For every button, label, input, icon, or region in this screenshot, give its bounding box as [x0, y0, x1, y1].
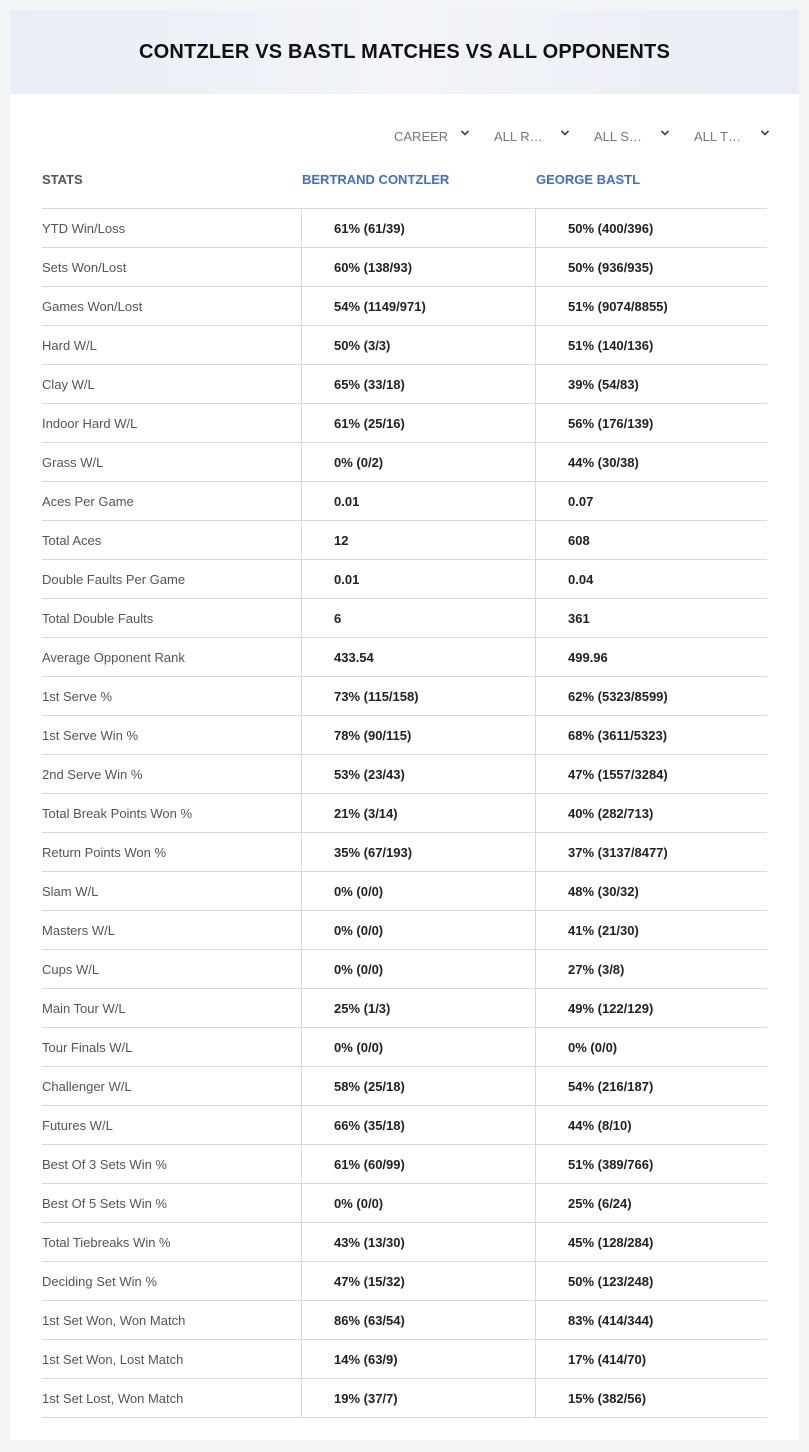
stat-label: 1st Set Won, Lost Match [42, 1351, 184, 1367]
table-row [42, 1028, 767, 1067]
player2-value: 51% (140/136) [535, 326, 767, 364]
player2-value: 51% (389/766) [535, 1145, 767, 1183]
stat-label: Indoor Hard W/L [42, 415, 138, 431]
stats-table [42, 208, 767, 1418]
player1-value: 61% (25/16) [301, 404, 534, 442]
player2-value: 54% (216/187) [535, 1067, 767, 1105]
player2-value: 40% (282/713) [535, 794, 767, 832]
table-row [42, 287, 767, 326]
player1-value: 78% (90/115) [301, 716, 534, 754]
table-row [42, 326, 767, 365]
player2-value: 361 [535, 599, 767, 637]
player1-value: 21% (3/14) [301, 794, 534, 832]
player2-value: 47% (1557/3284) [535, 755, 767, 793]
filter-rounds-select[interactable] [484, 124, 576, 148]
player1-value: 60% (138/93) [301, 248, 534, 286]
filter-label: ALL S… [594, 128, 642, 144]
stat-label: Deciding Set Win % [42, 1273, 157, 1289]
table-row [42, 794, 767, 833]
table-row [42, 404, 767, 443]
player1-value: 0% (0/0) [301, 950, 534, 988]
player1-value: 14% (63/9) [301, 1340, 534, 1378]
stat-label: Grass W/L [42, 454, 104, 470]
player2-value: 27% (3/8) [535, 950, 767, 988]
player2-value: 0.04 [535, 560, 767, 598]
stat-label: Main Tour W/L [42, 1000, 126, 1016]
stat-label: Slam W/L [42, 883, 99, 899]
player2-value: 62% (5323/8599) [535, 677, 767, 715]
table-row [42, 1184, 767, 1223]
table-row [42, 677, 767, 716]
chevron-down-icon [460, 128, 470, 138]
table-row [42, 638, 767, 677]
player2-value: 0.07 [535, 482, 767, 520]
player2-value: 68% (3611/5323) [535, 716, 767, 754]
stat-label: Cups W/L [42, 961, 100, 977]
filter-period-select[interactable] [384, 124, 476, 148]
stat-label: 1st Set Won, Won Match [42, 1312, 186, 1328]
player1-value: 61% (61/39) [301, 209, 534, 247]
column-header-stats: STATS [42, 172, 83, 187]
table-row [42, 755, 767, 794]
stat-label: Futures W/L [42, 1117, 113, 1133]
stat-label: Best Of 3 Sets Win % [42, 1156, 167, 1172]
player2-value: 44% (8/10) [535, 1106, 767, 1144]
table-row [42, 872, 767, 911]
player2-value: 37% (3137/8477) [535, 833, 767, 871]
player1-value: 35% (67/193) [301, 833, 534, 871]
player2-value: 50% (936/935) [535, 248, 767, 286]
stat-label: Masters W/L [42, 922, 115, 938]
table-row [42, 521, 767, 560]
stat-label: 1st Serve % [42, 688, 113, 704]
table-row [42, 1067, 767, 1106]
table-header [42, 170, 767, 208]
stats-card [10, 10, 799, 1440]
table-row [42, 833, 767, 872]
table-row [42, 950, 767, 989]
player1-value: 0.01 [301, 482, 534, 520]
table-row [42, 482, 767, 521]
table-row [42, 911, 767, 950]
stat-label: Return Points Won % [42, 844, 167, 860]
stat-label: 1st Set Lost, Won Match [42, 1390, 184, 1406]
stat-label: Aces Per Game [42, 493, 134, 509]
stat-label: Best Of 5 Sets Win % [42, 1195, 167, 1211]
player1-value: 54% (1149/971) [301, 287, 534, 325]
filter-surface-select[interactable] [584, 124, 676, 148]
table-row [42, 1301, 767, 1340]
page-title: CONTZLER VS BASTL MATCHES VS ALL OPPONENTS [138, 40, 671, 63]
table-row [42, 599, 767, 638]
stat-label: Sets Won/Lost [42, 259, 127, 275]
table-row [42, 365, 767, 404]
stat-label: 1st Serve Win % [42, 727, 139, 743]
table-row [42, 1379, 767, 1418]
stat-label: Challenger W/L [42, 1078, 132, 1094]
column-header-player1[interactable]: BERTRAND CONTZLER [302, 172, 450, 187]
stat-label: Clay W/L [42, 376, 95, 392]
player1-value: 86% (63/54) [301, 1301, 534, 1339]
table-row [42, 443, 767, 482]
player1-value: 47% (15/32) [301, 1262, 534, 1300]
player2-value: 608 [535, 521, 767, 559]
chevron-down-icon [560, 128, 570, 138]
table-row [42, 1106, 767, 1145]
table-row [42, 1262, 767, 1301]
player1-value: 65% (33/18) [301, 365, 534, 403]
player1-value: 12 [301, 521, 534, 559]
player2-value: 15% (382/56) [535, 1379, 767, 1417]
player2-value: 41% (21/30) [535, 911, 767, 949]
filter-label: CAREER [394, 128, 449, 144]
stat-label: Games Won/Lost [42, 298, 143, 314]
page-header [10, 10, 799, 94]
player2-value: 51% (9074/8855) [535, 287, 767, 325]
player1-value: 58% (25/18) [301, 1067, 534, 1105]
player1-value: 0% (0/0) [301, 872, 534, 910]
player1-value: 43% (13/30) [301, 1223, 534, 1261]
table-row [42, 560, 767, 599]
player2-value: 0% (0/0) [535, 1028, 767, 1066]
table-row [42, 1223, 767, 1262]
table-row [42, 248, 767, 287]
player2-value: 44% (30/38) [535, 443, 767, 481]
player2-value: 45% (128/284) [535, 1223, 767, 1261]
player1-value: 0.01 [301, 560, 534, 598]
chevron-down-icon [660, 128, 670, 138]
player2-value: 499.96 [535, 638, 767, 676]
player2-value: 50% (400/396) [535, 209, 767, 247]
player1-value: 0% (0/0) [301, 911, 534, 949]
player1-value: 53% (23/43) [301, 755, 534, 793]
table-row [42, 989, 767, 1028]
filter-tournament-select[interactable] [684, 124, 776, 148]
stat-label: 2nd Serve Win % [42, 766, 143, 782]
stat-label: Total Tiebreaks Win % [42, 1234, 171, 1250]
filter-label: ALL T… [694, 128, 741, 144]
player2-value: 17% (414/70) [535, 1340, 767, 1378]
filter-label: ALL R… [494, 128, 543, 144]
stat-label: Tour Finals W/L [42, 1039, 133, 1055]
player2-value: 25% (6/24) [535, 1184, 767, 1222]
player2-value: 50% (123/248) [535, 1262, 767, 1300]
stat-label: YTD Win/Loss [42, 220, 126, 236]
player1-value: 61% (60/99) [301, 1145, 534, 1183]
player1-value: 0% (0/0) [301, 1028, 534, 1066]
player2-value: 39% (54/83) [535, 365, 767, 403]
player2-value: 83% (414/344) [535, 1301, 767, 1339]
table-row [42, 1145, 767, 1184]
player1-value: 66% (35/18) [301, 1106, 534, 1144]
stat-label: Hard W/L [42, 337, 97, 353]
player1-value: 73% (115/158) [301, 677, 534, 715]
stat-label: Total Aces [42, 532, 102, 548]
player1-value: 25% (1/3) [301, 989, 534, 1027]
player1-value: 0% (0/2) [301, 443, 534, 481]
stat-label: Average Opponent Rank [42, 649, 185, 665]
player1-value: 19% (37/7) [301, 1379, 534, 1417]
table-row [42, 716, 767, 755]
stat-label: Total Double Faults [42, 610, 154, 626]
player2-value: 56% (176/139) [535, 404, 767, 442]
player1-value: 0% (0/0) [301, 1184, 534, 1222]
stat-label: Total Break Points Won % [42, 805, 193, 821]
player1-value: 50% (3/3) [301, 326, 534, 364]
player1-value: 433.54 [301, 638, 534, 676]
column-header-player2[interactable]: GEORGE BASTL [536, 172, 641, 187]
stat-label: Double Faults Per Game [42, 571, 186, 587]
player2-value: 49% (122/129) [535, 989, 767, 1027]
table-row [42, 1340, 767, 1379]
player2-value: 48% (30/32) [535, 872, 767, 910]
table-row [42, 209, 767, 248]
chevron-down-icon [760, 128, 770, 138]
player1-value: 6 [301, 599, 534, 637]
